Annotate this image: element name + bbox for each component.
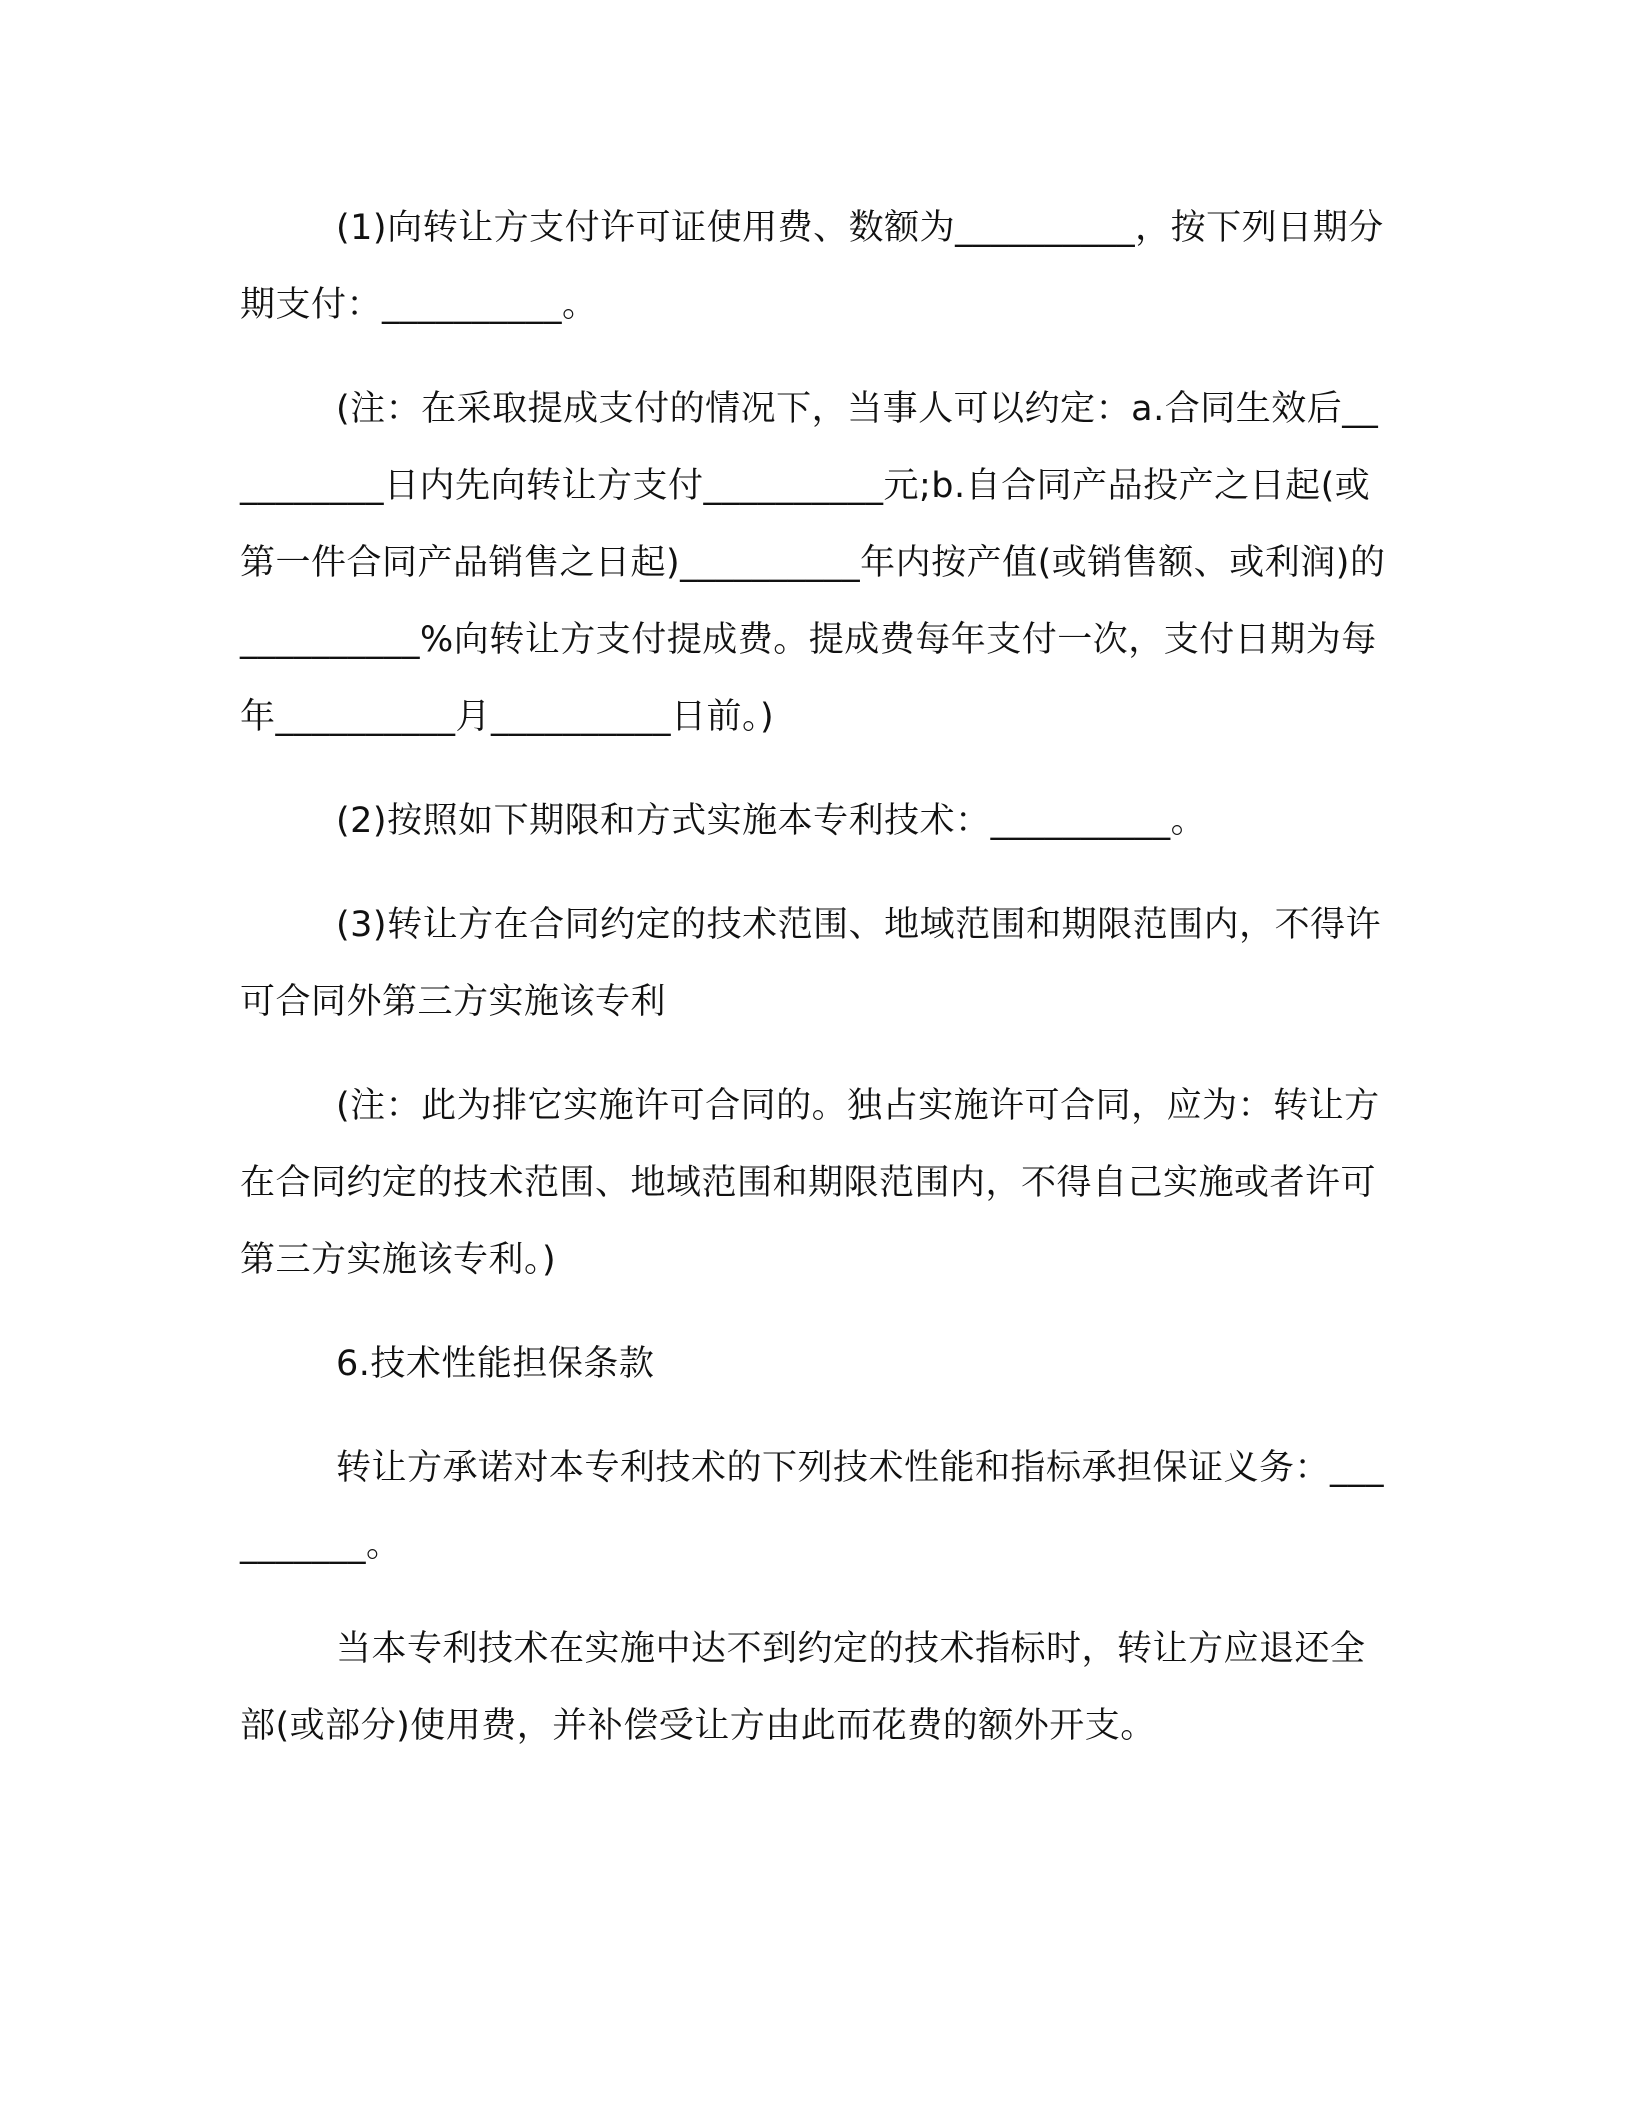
paragraph-exclusive-note: (注：此为排它实施许可合同的。独占实施许可合同，应为：转让方在合同约定的技术范围、地域范围和期限范围内，不得自己实施或者许可第三方实施该专利。) bbox=[240, 1086, 1380, 1280]
paragraph-exclusive-scope: (3)转让方在合同约定的技术范围、地域范围和期限范围内，不得许可合同外第三方实施该专利 bbox=[240, 905, 1382, 1022]
paragraph-guarantee-obligation: 转让方承诺对本专利技术的下列技术性能和指标承担保证义务：__________。 bbox=[240, 1448, 1385, 1565]
document-page bbox=[240, 190, 1390, 1792]
paragraph-license-fee: (1)向转让方支付许可证使用费、数额为__________，按下列日期分期支付：__________。 bbox=[240, 208, 1384, 325]
paragraph-refund-terms: 当本专利技术在实施中达不到约定的技术指标时，转让方应退还全部(或部分)使用费，并补偿受让方由此而花费的额外开支。 bbox=[240, 1629, 1366, 1746]
paragraph-commission-note: (注：在采取提成支付的情况下，当事人可以约定：a.合同生效后__________日内先向转让方支付__________元;b.自合同产品投产之日起(或第一件合同产品销售之日起)__________年内按产值(或销售额、或利润)的__________%向转让方支付提成费。提成费每年支付一次，支付日期为每年__________月__________日前。) bbox=[240, 389, 1386, 737]
section-heading-performance-guarantee: 6.技术性能担保条款 bbox=[336, 1344, 655, 1384]
paragraph-implementation-terms: (2)按照如下期限和方式实施本专利技术：__________。 bbox=[336, 801, 1207, 841]
